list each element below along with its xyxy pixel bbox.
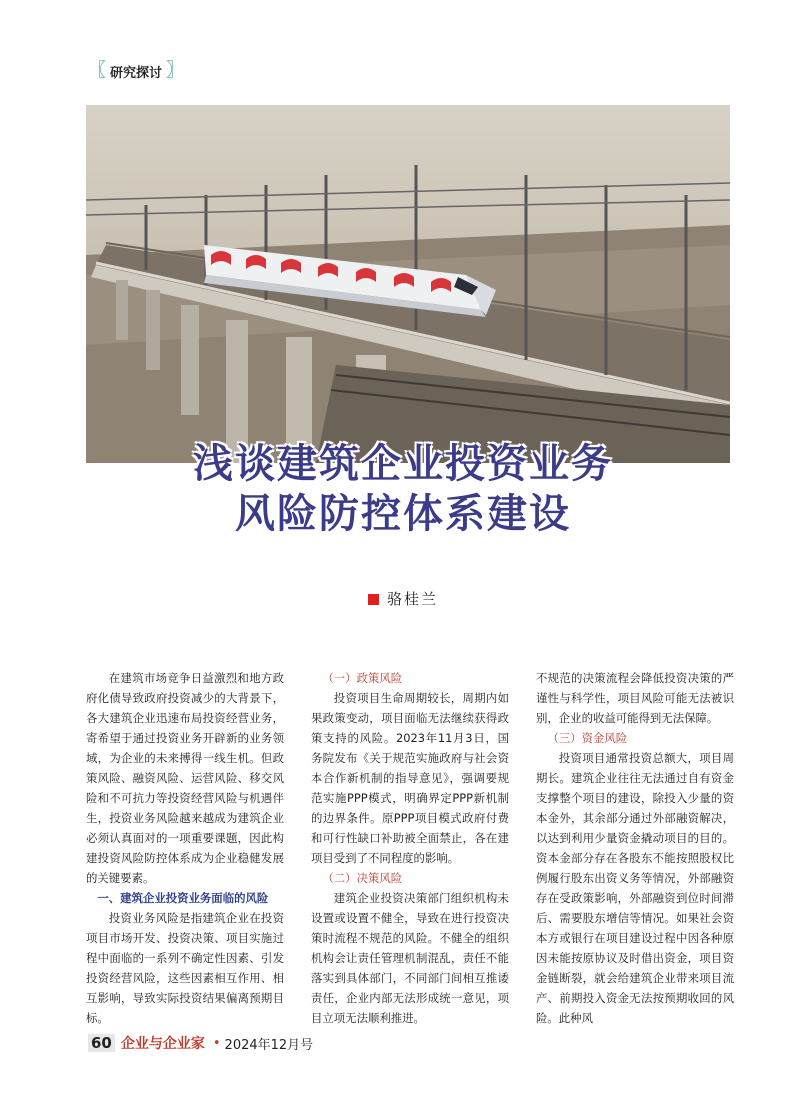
red-square-icon bbox=[368, 594, 379, 605]
separator: • bbox=[212, 1035, 221, 1051]
paragraph: 投资项目生命周期较长，周期内如果政策变动，项目面临无法继续获得政策支持的风险。2023年11月3日，国务院发布《关于规范实施政府与社会资本合作新机制的指导意见》，强调要规范实施PPP模式，明确界定PPP新机制的边界条件。原PPP项目模式政府付费和可行性缺口补助被全面禁止，各在建项目受到了不同程度的影响。 bbox=[311, 691, 509, 865]
page-footer bbox=[88, 1032, 313, 1054]
title-line-1: 浅谈建筑企业投资业务 bbox=[193, 441, 613, 487]
paragraph: 投资业务风险是指建筑企业在投资项目市场开发、投资决策、项目实施过程中面临的一系列不确定性因素、引发投资经营风险，这些因素相互作用、相互影响，导致实际投资结果偏离预期目标。 bbox=[86, 911, 284, 1025]
section-tag bbox=[88, 60, 184, 82]
byline bbox=[0, 588, 806, 609]
section-label: 研究探讨 bbox=[110, 65, 163, 81]
hero-image bbox=[86, 105, 730, 463]
subsection-heading: （三）资金风险 bbox=[547, 731, 628, 745]
paragraph: 投资项目通常投资总额大，项目周期长。建筑企业往往无法通过自有资金支撑整个项目的建设，除投入少量的资本金外，其余部分通过外部融资解决，以达到利用少量资金撬动项目的目的。资本金部分存在各股东不能按照股权比例履行股东出资义务等情况，外部融资存在受政策影响，外部融资到位时间滞后、需要股东增信等情况。如果社会资本方或银行在项目建设过程中因各种原因未能按原协议及时借出资金，项目资金链断裂，就会给建筑企业带来项目流产、前期投入资金无法按预期收回的风险。此种风 bbox=[536, 751, 734, 1025]
paragraph: 不规范的决策流程会降低投资决策的严谨性与科学性，项目风险可能无法被识别，企业的收益可能得到无法保障。 bbox=[536, 671, 734, 725]
column-2 bbox=[311, 668, 509, 1028]
paragraph: 建筑企业投资决策部门组织机构未设置或设置不健全，导致在进行投资决策时流程不规范的风险。不健全的组织机构会让责任管理机制混乱，责任不能落实到具体部门，不同部门间相互推诿责任，企业内部无法形成统一意见，项目立项无法顺利推进。 bbox=[311, 891, 509, 1025]
column-3 bbox=[536, 668, 734, 1028]
section-heading: 一、建筑企业投资业务面临的风险 bbox=[97, 891, 269, 905]
high-speed-train-photo-icon bbox=[86, 105, 730, 463]
subsection-heading: （一）政策风险 bbox=[322, 671, 403, 685]
subsection-heading: （二）决策风险 bbox=[322, 871, 403, 885]
magazine-name: 企业与企业家 bbox=[120, 1036, 205, 1052]
issue-date: 2024年12月号 bbox=[224, 1037, 314, 1053]
page-number: 60 bbox=[88, 1034, 115, 1052]
column-1 bbox=[86, 668, 284, 1028]
bracket-left-icon: 〖 bbox=[88, 60, 106, 81]
author-name: 骆桂兰 bbox=[386, 590, 438, 608]
bracket-right-icon: 〗 bbox=[166, 60, 185, 81]
paragraph: 在建筑市场竞争日益激烈和地方政府化债导致政府投资减少的大背景下，各大建筑企业迅速布局投资经营业务，寄希望于通过投资业务开辟新的业务领域，为企业的未来搏得一线生机。但政策风险、融资风险、运营风险、移交风险和不可抗力等投资经营风险与机遇伴生，投资业务风险越来越成为建筑企业必须认真面对的一项重要课题，因此构建投资风险防控体系成为企业稳健发展的关键要素。 bbox=[86, 671, 284, 885]
title-line-2: 风险防控体系建设 bbox=[235, 491, 571, 537]
